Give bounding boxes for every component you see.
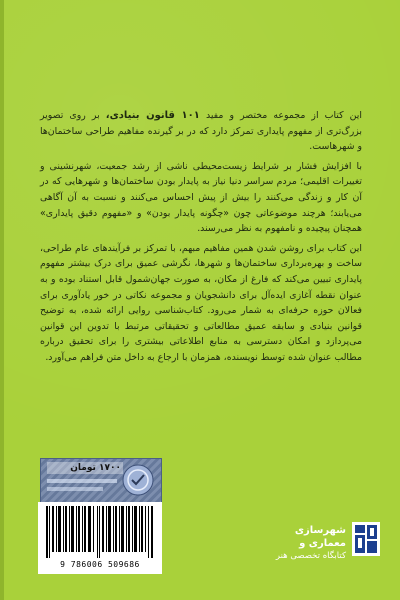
blurb-rest: بر روی تصویر بزرگ‌تری از مفهوم پایداری تمرکز دارد که در بر گیرنده مفاهیم طراحی ساختمان‌ها و شهرهاست.	[40, 110, 362, 153]
publisher-block	[200, 522, 380, 562]
publisher-line-2: معماری و	[299, 538, 346, 549]
publisher-line-1: شهرسازی	[294, 525, 346, 536]
publisher-line-3: کتابگاه تخصصی هنر	[275, 551, 346, 561]
isbn-number: 9 786006 509686	[60, 560, 140, 569]
sticker-stripe	[47, 487, 103, 491]
blurb-paragraph-2: با افزایش فشار بر شرایط زیست‌محیطی ناشی از رشد جمعیت، شهرنشینی و تغییرات اقلیمی؛ مردم سراسر دنیا نیاز به پایدار بودن ساختمان‌ها و شهرهایی که در آن کار و زندگی می‌کنند را بیش از پیش احساس می‌کنند و نسبت به آن آگاهی می‌یابند؛ هرچند موضوعاتی چون «چگونه پایدار بودن» و «مفهوم دقیق پایداری» همچنان پیچیده و نامفهوم به نظر می‌رسند.	[40, 160, 362, 235]
series-title: ۱۰۱ قانون بنیادی،	[105, 110, 200, 121]
spine-edge	[0, 0, 4, 600]
barcode	[38, 502, 162, 574]
sticker-stripe	[47, 479, 117, 483]
blurb-paragraph-3: این کتاب برای روشن شدن همین مفاهیم مبهم، با تمرکز بر فرآیندهای عام طراحی، ساخت و بهره‌برداری ساختمان‌ها و شهرها، نگرشی عمیق برای درک بیشتر مفهوم پایداری تبیین می‌کند که فارغ از مکان، به صورت جهان‌شمول قابل استناد بوده و به عنوان نقطه آغازی ایده‌آل برای دانشجویان و مجموعه نکاتی در خور یادآوری برای فعالان حوزه حرفه‌ای به شمار می‌رود. کتاب‌شناسی روایی ارائه شده، به توضیح قوانین بنیادی و سابقه عمیق مطالعاتی و تحقیقاتی مرتبط با تدوین این قوانین می‌پردازد و امکان دسترسی به منابع اطلاعاتی بیشتری را برای تحقیق درباره مطالب عنوان شده توسط نویسنده، همزمان با ارجاع به داخل متن فراهم می‌آورد.	[40, 242, 362, 363]
publisher-name	[206, 524, 346, 563]
hologram-seal-icon	[121, 463, 155, 497]
barcode-bars-icon	[44, 506, 156, 558]
blurb-paragraph-1	[40, 108, 362, 155]
publisher-logo-icon	[352, 522, 380, 556]
blurb-lead: این کتاب از مجموعه مختصر و مفید	[205, 110, 363, 121]
price-label: ۱۷۰۰ تومان	[47, 462, 123, 474]
blurb-text	[40, 108, 362, 370]
price-sticker	[40, 458, 162, 504]
